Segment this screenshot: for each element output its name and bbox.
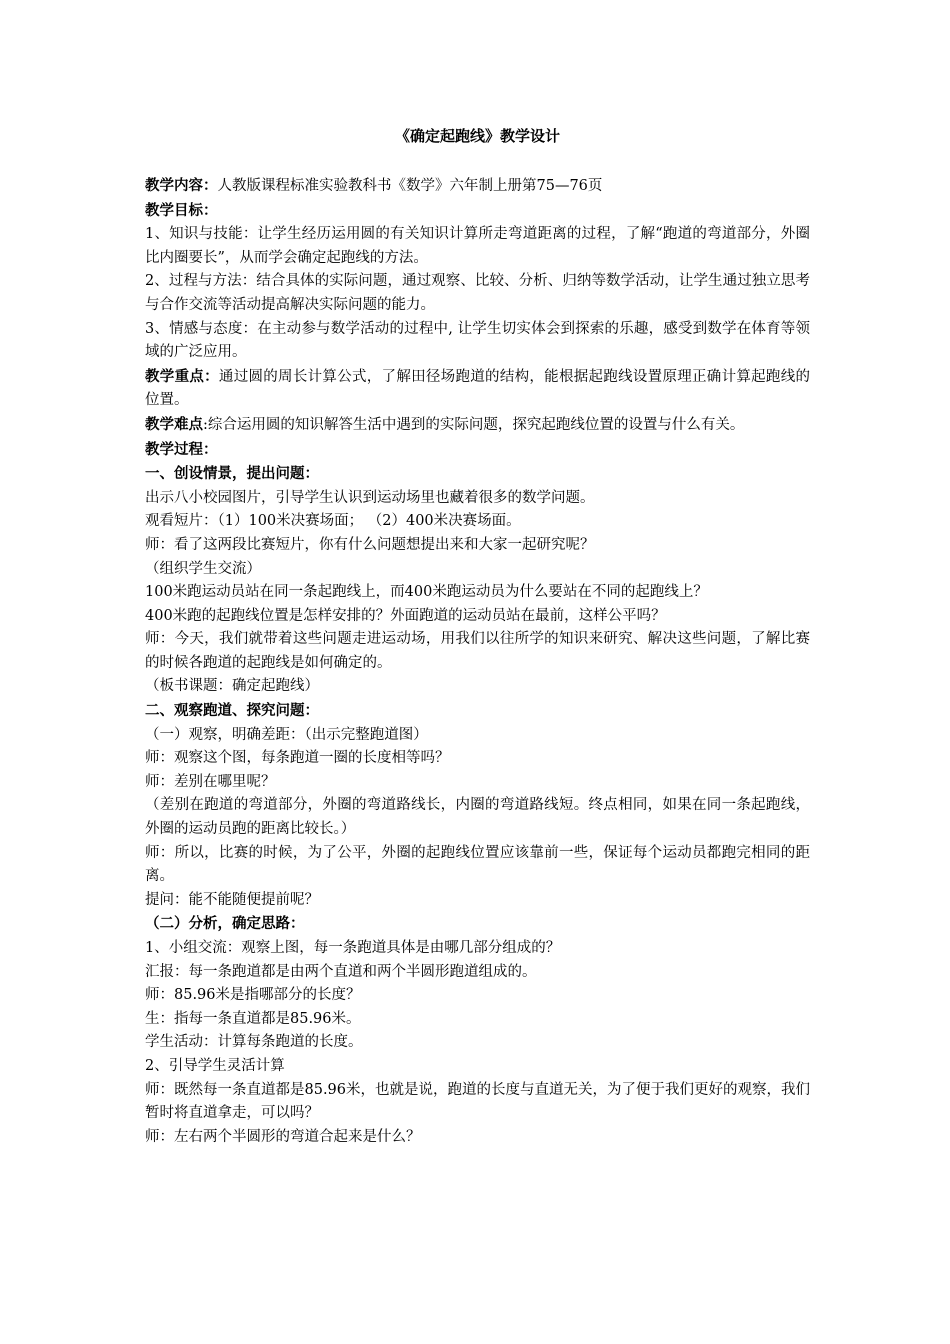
paragraph-text: 师：观察这个图，每条跑道一圈的长度相等吗？ bbox=[145, 750, 450, 767]
paragraph bbox=[145, 794, 810, 841]
paragraph-text: 师：看了这两段比赛短片，你有什么问题想提出来和大家一起研究呢？ bbox=[145, 536, 595, 553]
paragraph-text: （一）观察，明确差距：（出示完整跑道图） bbox=[145, 726, 428, 743]
paragraph-label: 教学目标： bbox=[145, 201, 218, 219]
paragraph-label: 一、创设情景，提出问题： bbox=[145, 465, 319, 483]
paragraph bbox=[145, 1008, 810, 1032]
paragraph bbox=[145, 628, 810, 675]
paragraph bbox=[145, 534, 810, 558]
paragraph bbox=[145, 1126, 810, 1150]
document-title: 《确定起跑线》教学设计 bbox=[394, 127, 560, 145]
paragraph-text: 师：差别在哪里呢？ bbox=[145, 773, 276, 790]
paragraph-text: 2、引导学生灵活计算 bbox=[145, 1057, 285, 1074]
paragraph bbox=[145, 223, 810, 270]
paragraph bbox=[145, 1079, 810, 1126]
paragraph-label: 教学过程： bbox=[145, 440, 218, 458]
paragraph bbox=[145, 724, 810, 748]
paragraph-text: 师：85.96米是指哪部分的长度？ bbox=[145, 987, 361, 1004]
paragraph bbox=[145, 675, 810, 699]
paragraph-text: 1、小组交流：观察上图，每一条跑道具体是由哪几部分组成的？ bbox=[145, 940, 561, 956]
paragraph-text: 2、过程与方法：结合具体的实际问题，通过观察、比较、分析、归纳等数学活动，让学生通过独立思考与合作交流等活动提高解决实际问题的能力。 bbox=[145, 273, 810, 313]
paragraph bbox=[145, 174, 810, 199]
paragraph bbox=[145, 413, 810, 438]
paragraph-text: 通过圆的周长计算公式，了解田径场跑道的结构，能根据起跑线设置原理正确计算起跑线的位置。 bbox=[145, 368, 810, 409]
paragraph bbox=[145, 462, 810, 487]
paragraph-text: （板书课题：确定起跑线） bbox=[145, 678, 319, 695]
paragraph-text: 100米跑运动员站在同一条起跑线上，而400米跑运动员为什么要站在不同的起跑线上？ bbox=[145, 584, 708, 601]
paragraph bbox=[145, 558, 810, 582]
paragraph-label: 教学重点： bbox=[145, 367, 219, 385]
paragraph bbox=[145, 961, 810, 985]
paragraph bbox=[145, 270, 810, 317]
paragraph-text: 生：指每一条直道都是85.96米。 bbox=[145, 1010, 361, 1027]
paragraph-text: :综合运用圆的知识解答生活中遇到的实际问题，探究起跑线位置的设置与什么有关。 bbox=[203, 416, 745, 433]
paragraph-text: 观看短片：（1）100米决赛场面； （2）400米决赛场面。 bbox=[145, 513, 521, 530]
paragraph-text: 学生活动：计算每条跑道的长度。 bbox=[145, 1034, 363, 1051]
paragraph-text: 400米跑的起跑线位置是怎样安排的？外面跑道的运动员站在最前，这样公平吗？ bbox=[145, 607, 666, 624]
paragraph bbox=[145, 842, 810, 889]
paragraph-text: 3、情感与态度：在主动参与数学活动的过程中, 让学生切实体会到探索的乐趣，感受到数学在体育等领域的广泛应用。 bbox=[145, 320, 810, 361]
paragraph bbox=[145, 889, 810, 913]
paragraph bbox=[145, 438, 810, 463]
paragraph-text: 出示八小校园图片，引导学生认识到运动场里也藏着很多的数学问题。 bbox=[145, 489, 595, 506]
paragraph bbox=[145, 365, 810, 413]
paragraph bbox=[145, 747, 810, 771]
paragraph-text: 人教版课程标准实验教科书《数学》六年制上册第75—76页 bbox=[217, 178, 603, 194]
paragraph bbox=[145, 487, 810, 511]
paragraph-label: （二）分析，确定思路： bbox=[145, 915, 305, 933]
paragraph bbox=[145, 510, 810, 534]
document-body bbox=[145, 174, 810, 1149]
paragraph bbox=[145, 199, 810, 224]
paragraph-text: 汇报：每一条跑道都是由两个直道和两个半圆形跑道组成的。 bbox=[145, 963, 537, 980]
paragraph-text: 师：左右两个半圆形的弯道合起来是什么？ bbox=[145, 1128, 421, 1145]
paragraph-text: （差别在跑道的弯道部分，外圈的弯道路线长，内圈的弯道路线短。终点相同，如果在同一条起跑线，外圈的运动员跑的距离比较长。） bbox=[145, 797, 810, 838]
paragraph-text: 提问：能不能随便提前呢？ bbox=[145, 891, 319, 908]
paragraph bbox=[145, 771, 810, 795]
paragraph-text: （组织学生交流） bbox=[145, 560, 261, 577]
paragraph-label: 教学难点 bbox=[145, 415, 203, 433]
paragraph bbox=[145, 318, 810, 365]
paragraph-text: 师：所以，比赛的时候，为了公平，外圈的起跑线位置应该靠前一些，保证每个运动员都跑完相同的距离。 bbox=[145, 844, 810, 885]
paragraph bbox=[145, 1055, 810, 1079]
paragraph-label: 二、观察跑道、探究问题： bbox=[145, 702, 319, 720]
paragraph bbox=[145, 699, 810, 724]
paragraph bbox=[145, 581, 810, 605]
paragraph-text: 师：既然每一条直道都是85.96米，也就是说，跑道的长度与直道无关，为了便于我们更好的观察，我们暂时将直道拿走，可以吗？ bbox=[145, 1081, 811, 1122]
paragraph bbox=[145, 605, 810, 629]
paragraph bbox=[145, 1031, 810, 1055]
paragraph-text: 师：今天，我们就带着这些问题走进运动场，用我们以往所学的知识来研究、解决这些问题，了解比赛的时候各跑道的起跑线是如何确定的。 bbox=[145, 631, 810, 671]
paragraph bbox=[145, 912, 810, 937]
paragraph-label: 教学内容： bbox=[145, 177, 218, 194]
paragraph-text: 1、知识与技能：让学生经历运用圆的有关知识计算所走弯道距离的过程，了解“跑道的弯道部分，外圈比内圈要长”，从而学会确定起跑线的方法。 bbox=[145, 226, 810, 266]
paragraph bbox=[145, 984, 810, 1008]
paragraph bbox=[145, 937, 810, 961]
